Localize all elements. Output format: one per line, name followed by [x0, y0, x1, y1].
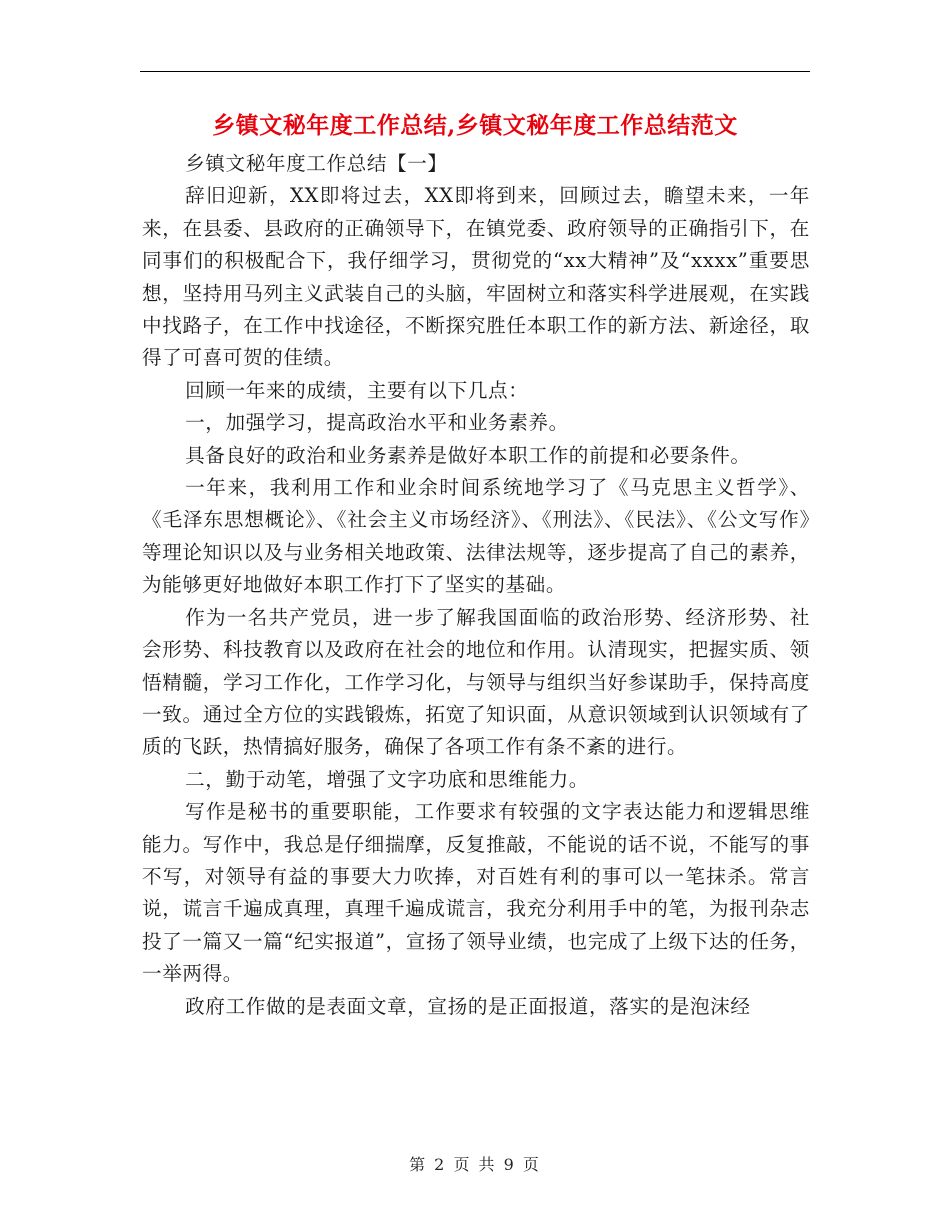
section-heading: 乡镇文秘年度工作总结【一】 [185, 152, 448, 175]
body-paragraph: 写作是秘书的重要职能，工作要求有较强的文字表达能力和逻辑思维能力。写作中，我总是仔细揣摩，反复推敲，不能说的话不说，不能写的事不写，对领导有益的事要大力吹捧，对百姓有利的事可以一笔抹杀。常言说，谎言千遍成真理，真理千遍成谎言，我充分利用手中的笔，为报刊杂志投了一篇又一篇“纪实报道”，宣扬了领导业绩，也完成了上级下达的任务，一举两得。 [142, 800, 810, 986]
body-paragraph: 政府工作做的是表面文章，宣扬的是正面报道，落实的是泡沫经 [185, 994, 751, 1018]
body-paragraph: 具备良好的政治和业务素养是做好本职工作的前提和必要条件。 [185, 443, 751, 467]
header-rule [140, 71, 810, 72]
body-paragraph: 二，勤于动笔，增强了文字功底和思维能力。 [185, 767, 589, 791]
body-paragraph: 回顾一年来的成绩，主要有以下几点： [185, 378, 529, 402]
page-number: 第 2 页 共 9 页 [409, 1155, 541, 1174]
body-paragraph: 一年来，我利用工作和业余时间系统地学习了《马克思主义哲学》、《毛泽东思想概论》、《社会主义市场经济》、《刑法》、《民法》、《公文写作》等理论知识以及与业务相关地政策、法律法规等，逐步提高了自己的素养，为能够更好地做好本职工作打下了坚实的基础。 [142, 476, 810, 597]
document-body [142, 148, 810, 1023]
document-title: 乡镇文秘年度工作总结,乡镇文秘年度工作总结范文 [212, 112, 738, 139]
body-paragraph: 作为一名共产党员，进一步了解我国面临的政治形势、经济形势、社会形势、科技教育以及政府在社会的地位和作用。认清现实，把握实质、领悟精髓，学习工作化，工作学习化，与领导与组织当好参谋助手，保持高度一致。通过全方位的实践锻炼，拓宽了知识面，从意识领域到认识领域有了质的飞跃，热情搞好服务，确保了各项工作有条不紊的进行。 [142, 605, 810, 759]
body-paragraph: 辞旧迎新，XX即将过去，XX即将到来，回顾过去，瞻望未来，一年来，在县委、县政府的正确领导下，在镇党委、政府领导的正确指引下，在同事们的积极配合下，我仔细学习，贯彻党的“xx大精神”及“xxxx”重要思想，坚持用马列主义武装自己的头脑，牢固树立和落实科学进展观，在实践中找路子，在工作中找途径，不断探究胜任本职工作的新方法、新途径，取得了可喜可贺的佳绩。 [142, 184, 810, 370]
body-paragraph: 一，加强学习，提高政治水平和业务素养。 [185, 411, 569, 435]
